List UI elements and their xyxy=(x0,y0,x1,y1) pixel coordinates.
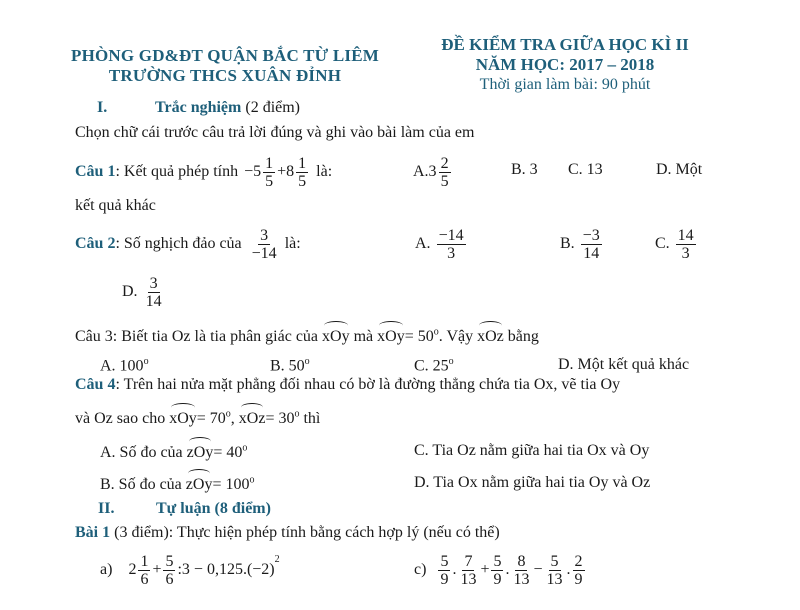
question-3: Câu 3: Biết tia Oz là tia phân giác của xOy mà $xOy= 50^o$. Vậy xOz bằng xyxy=(75,326,539,345)
q1-option-b: B. 3 xyxy=(511,161,538,178)
q4-option-c: C. Tia Oz nằm giữa hai tia Ox và Oy xyxy=(414,442,650,459)
angle-xOz: xOz xyxy=(238,410,266,427)
fraction: $\frac{5}{13}$ xyxy=(546,552,563,588)
q3-option-d: D. Một kết quả khác xyxy=(558,356,690,373)
q2-option-b: B. $\frac{-3}{14}$ xyxy=(560,226,600,262)
fraction: $\frac{5}{9}$ xyxy=(440,552,449,588)
section-1-instruction: Chọn chữ cái trước câu trả lời đúng và ghi vào bài làm của em xyxy=(75,124,475,141)
q2-text: : Số nghịch đảo của xyxy=(115,235,242,252)
fraction: $\frac{3}{14}$ xyxy=(145,274,162,310)
fraction: $\frac{7}{13}$ xyxy=(460,552,477,588)
angle-xOy: xOy xyxy=(169,410,197,427)
q4-label: Câu 4 xyxy=(75,376,116,393)
fraction: $\frac{-14}{3}$ xyxy=(438,226,464,262)
exam-title: ĐỀ KIỂM TRA GIỮA HỌC KÌ II xyxy=(441,35,689,54)
q4-option-a: A. Số đo của $zOy= 40^o$ xyxy=(100,442,248,461)
section-2-title: Tự luận (8 điểm) xyxy=(156,500,271,517)
exercise-1: Bài 1 (3 điểm): Thực hiện phép tính bằng cách hợp lý (nếu có thể) xyxy=(75,524,500,541)
q1-option-d: D. Một xyxy=(656,161,703,178)
fraction: $\frac{1}{5}$ xyxy=(298,154,307,190)
fraction: $\frac{1}{6}$ xyxy=(140,552,149,588)
exercise-1c: c) $\frac{5}{9}$ . $\frac{7}{13}$ + $\frac{5}{9}$ . $\frac{8}{13}$ − $\frac{5}{13}$ . $\frac{2}{9}$ xyxy=(414,552,583,588)
angle-zOy: zOy xyxy=(186,444,214,461)
school-header xyxy=(40,46,410,86)
question-1: Câu 1 : Kết quả phép tính −5 $\frac{1}{5}$ +8 $\frac{1}{5}$ là: xyxy=(75,154,333,190)
question-2: Câu 2 : Số nghịch đảo của $\frac{3}{-14}$ là: xyxy=(75,226,301,262)
q2-option-d: D. $\frac{3}{14}$ xyxy=(122,274,162,310)
school-name: TRƯỜNG THCS XUÂN ĐỈNH xyxy=(108,66,342,85)
section-1-title: Trắc nghiệm xyxy=(155,99,242,116)
q1-option-a: A.3 $\frac{2}{5}$ xyxy=(413,154,449,190)
fraction: $\frac{2}{5}$ xyxy=(440,154,449,190)
section-1-points: (2 điểm) xyxy=(245,99,301,116)
fraction: $\frac{1}{5}$ xyxy=(265,154,274,190)
angle-xOy: xOy xyxy=(322,328,350,345)
angle-xOz: xOz xyxy=(477,328,504,345)
q1-label: Câu 1 xyxy=(75,163,116,180)
q2-label: Câu 2 xyxy=(75,235,116,252)
school-year: NĂM HỌC: 2017 – 2018 xyxy=(475,55,655,74)
district-name: PHÒNG GD&ĐT QUẬN BẮC TỪ LIÊM xyxy=(71,46,379,65)
exercise-1-label: Bài 1 xyxy=(75,524,111,541)
exam-duration: Thời gian làm bài: 90 phút xyxy=(479,76,651,93)
q2-option-a: A. $\frac{-14}{3}$ xyxy=(415,226,464,262)
q1-text: : Kết quả phép tính xyxy=(115,163,239,180)
fraction: $\frac{5}{9}$ xyxy=(493,552,502,588)
exam-header xyxy=(415,35,715,95)
section-2-number: II. xyxy=(98,500,115,517)
angle-xOy: xOy xyxy=(377,328,405,345)
fraction: $\frac{2}{9}$ xyxy=(574,552,583,588)
question-4-cont: và Oz sao cho $xOy= 70^o$, $xOz= 30^o$ thì xyxy=(75,408,321,427)
section-2-heading xyxy=(98,500,271,518)
q3-option-b: B. 50$^o$ xyxy=(270,356,310,375)
q4-option-d: D. Tia Ox nằm giữa hai tia Oy và Oz xyxy=(414,474,651,491)
q1-option-c: C. 13 xyxy=(568,161,603,178)
q1-option-d-cont: kết quả khác xyxy=(75,197,156,214)
fraction: $\frac{3}{-14}$ xyxy=(251,226,277,262)
exercise-1a: a) 2 $\frac{1}{6}$ + $\frac{5}{6}$ :3 − 0,125.(−2) $^2$ xyxy=(100,552,280,588)
section-1-number: I. xyxy=(97,99,108,116)
fraction: $\frac{-3}{14}$ xyxy=(582,226,600,262)
q3-option-c: C. 25$^o$ xyxy=(414,356,454,375)
q3-option-a: A. 100$^o$ xyxy=(100,356,149,375)
section-1-heading xyxy=(97,99,300,117)
fraction: $\frac{5}{6}$ xyxy=(165,552,174,588)
q4-option-b: B. Số đo của $zOy= 100^o$ xyxy=(100,474,255,493)
question-4: Câu 4: Trên hai nửa mặt phẳng đối nhau có bờ là đường thẳng chứa tia Ox, vẽ tia Oy xyxy=(75,376,621,393)
angle-zOy: zOy xyxy=(185,476,213,493)
q2-option-c: C. $\frac{14}{3}$ xyxy=(655,226,694,262)
fraction: $\frac{14}{3}$ xyxy=(677,226,694,262)
fraction: $\frac{8}{13}$ xyxy=(513,552,530,588)
